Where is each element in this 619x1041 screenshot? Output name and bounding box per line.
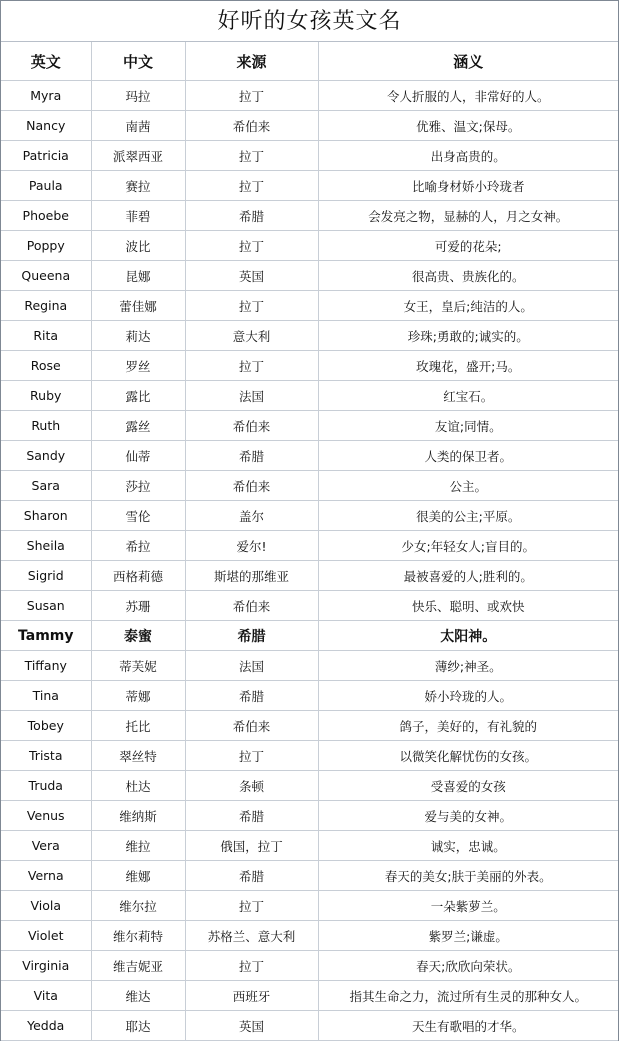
meaning-cell: 鸽子，美好的，有礼貌的 xyxy=(318,711,618,741)
table-row xyxy=(1,291,618,321)
table-row xyxy=(1,141,618,171)
names-table xyxy=(1,42,618,1041)
chinese-name-cell: 玛拉 xyxy=(91,81,185,111)
english-name-cell: Viola xyxy=(1,891,91,921)
english-name-cell: Phoebe xyxy=(1,201,91,231)
origin-cell: 拉丁 xyxy=(185,951,318,981)
english-name-cell: Ruby xyxy=(1,381,91,411)
table-row xyxy=(1,651,618,681)
origin-cell: 拉丁 xyxy=(185,291,318,321)
origin-cell: 希腊 xyxy=(185,441,318,471)
english-name-cell: Regina xyxy=(1,291,91,321)
meaning-cell: 天生有歌唱的才华。 xyxy=(318,1011,618,1041)
english-name-cell: Yedda xyxy=(1,1011,91,1041)
origin-cell: 拉丁 xyxy=(185,351,318,381)
meaning-cell: 指其生命之力，流过所有生灵的那种女人。 xyxy=(318,981,618,1011)
table-row xyxy=(1,531,618,561)
english-name-cell: Venus xyxy=(1,801,91,831)
meaning-cell: 友谊;同情。 xyxy=(318,411,618,441)
chinese-name-cell: 蒂芙妮 xyxy=(91,651,185,681)
origin-cell: 拉丁 xyxy=(185,741,318,771)
chinese-name-cell: 耶达 xyxy=(91,1011,185,1041)
meaning-cell: 令人折服的人，非常好的人。 xyxy=(318,81,618,111)
english-name-cell: Nancy xyxy=(1,111,91,141)
table-row xyxy=(1,591,618,621)
meaning-cell: 很美的公主;平原。 xyxy=(318,501,618,531)
chinese-name-cell: 杜达 xyxy=(91,771,185,801)
origin-cell: 希腊 xyxy=(185,621,318,651)
chinese-name-cell: 西格莉德 xyxy=(91,561,185,591)
origin-cell: 希腊 xyxy=(185,861,318,891)
origin-cell: 希腊 xyxy=(185,681,318,711)
meaning-cell: 人类的保卫者。 xyxy=(318,441,618,471)
origin-cell: 希伯来 xyxy=(185,591,318,621)
origin-cell: 希腊 xyxy=(185,201,318,231)
meaning-cell: 很高贵、贵族化的。 xyxy=(318,261,618,291)
header-chinese: 中文 xyxy=(91,42,185,81)
meaning-cell: 爱与美的女神。 xyxy=(318,801,618,831)
chinese-name-cell: 莎拉 xyxy=(91,471,185,501)
chinese-name-cell: 维吉妮亚 xyxy=(91,951,185,981)
table-row xyxy=(1,411,618,441)
chinese-name-cell: 蒂娜 xyxy=(91,681,185,711)
table-row xyxy=(1,441,618,471)
origin-cell: 斯堪的那维亚 xyxy=(185,561,318,591)
chinese-name-cell: 蕾佳娜 xyxy=(91,291,185,321)
origin-cell: 俄国，拉丁 xyxy=(185,831,318,861)
english-name-cell: Patricia xyxy=(1,141,91,171)
origin-cell: 英国 xyxy=(185,1011,318,1041)
chinese-name-cell: 波比 xyxy=(91,231,185,261)
chinese-name-cell: 维达 xyxy=(91,981,185,1011)
table-row xyxy=(1,741,618,771)
meaning-cell: 受喜爱的女孩 xyxy=(318,771,618,801)
table-row xyxy=(1,951,618,981)
table-row xyxy=(1,561,618,591)
chinese-name-cell: 维尔拉 xyxy=(91,891,185,921)
english-name-cell: Tiffany xyxy=(1,651,91,681)
english-name-cell: Vera xyxy=(1,831,91,861)
origin-cell: 盖尔 xyxy=(185,501,318,531)
english-name-cell: Poppy xyxy=(1,231,91,261)
meaning-cell: 太阳神。 xyxy=(318,621,618,651)
meaning-cell: 春天;欣欣向荣状。 xyxy=(318,951,618,981)
chinese-name-cell: 罗丝 xyxy=(91,351,185,381)
meaning-cell: 最被喜爱的人;胜利的。 xyxy=(318,561,618,591)
table-row xyxy=(1,921,618,951)
table-row xyxy=(1,831,618,861)
chinese-name-cell: 维纳斯 xyxy=(91,801,185,831)
meaning-cell: 一朵紫萝兰。 xyxy=(318,891,618,921)
table-row xyxy=(1,621,618,651)
meaning-cell: 会发亮之物，显赫的人，月之女神。 xyxy=(318,201,618,231)
english-name-cell: Tina xyxy=(1,681,91,711)
chinese-name-cell: 维尔莉特 xyxy=(91,921,185,951)
meaning-cell: 珍珠;勇敢的;诚实的。 xyxy=(318,321,618,351)
table-row xyxy=(1,801,618,831)
chinese-name-cell: 希拉 xyxy=(91,531,185,561)
table-row xyxy=(1,501,618,531)
meaning-cell: 快乐、聪明、或欢快 xyxy=(318,591,618,621)
origin-cell: 希伯来 xyxy=(185,471,318,501)
chinese-name-cell: 托比 xyxy=(91,711,185,741)
meaning-cell: 诚实，忠诚。 xyxy=(318,831,618,861)
english-name-cell: Sara xyxy=(1,471,91,501)
table-row xyxy=(1,351,618,381)
header-english: 英文 xyxy=(1,42,91,81)
page-title: 好听的女孩英文名 xyxy=(1,1,618,42)
table-row xyxy=(1,981,618,1011)
table-body xyxy=(1,81,618,1041)
table-row xyxy=(1,381,618,411)
origin-cell: 爱尔! xyxy=(185,531,318,561)
chinese-name-cell: 莉达 xyxy=(91,321,185,351)
table-row xyxy=(1,861,618,891)
english-name-cell: Paula xyxy=(1,171,91,201)
english-name-cell: Sheila xyxy=(1,531,91,561)
meaning-cell: 春天的美女;肤于美丽的外表。 xyxy=(318,861,618,891)
english-name-cell: Verna xyxy=(1,861,91,891)
chinese-name-cell: 赛拉 xyxy=(91,171,185,201)
chinese-name-cell: 菲碧 xyxy=(91,201,185,231)
origin-cell: 拉丁 xyxy=(185,81,318,111)
table-row xyxy=(1,711,618,741)
table-row xyxy=(1,111,618,141)
table-row xyxy=(1,171,618,201)
chinese-name-cell: 昆娜 xyxy=(91,261,185,291)
meaning-cell: 薄纱;神圣。 xyxy=(318,651,618,681)
chinese-name-cell: 雪伦 xyxy=(91,501,185,531)
english-name-cell: Virginia xyxy=(1,951,91,981)
meaning-cell: 以微笑化解忧伤的女孩。 xyxy=(318,741,618,771)
table-row xyxy=(1,261,618,291)
chinese-name-cell: 露丝 xyxy=(91,411,185,441)
chinese-name-cell: 苏珊 xyxy=(91,591,185,621)
origin-cell: 苏格兰、意大利 xyxy=(185,921,318,951)
meaning-cell: 比喻身材娇小玲珑者 xyxy=(318,171,618,201)
english-name-cell: Ruth xyxy=(1,411,91,441)
header-row xyxy=(1,42,618,81)
origin-cell: 意大利 xyxy=(185,321,318,351)
origin-cell: 希伯来 xyxy=(185,711,318,741)
english-name-cell: Susan xyxy=(1,591,91,621)
english-name-cell: Truda xyxy=(1,771,91,801)
table-row xyxy=(1,681,618,711)
english-name-cell: Myra xyxy=(1,81,91,111)
meaning-cell: 公主。 xyxy=(318,471,618,501)
table-row xyxy=(1,771,618,801)
meaning-cell: 优雅、温文;保母。 xyxy=(318,111,618,141)
chinese-name-cell: 翠丝特 xyxy=(91,741,185,771)
origin-cell: 拉丁 xyxy=(185,891,318,921)
meaning-cell: 紫罗兰;谦虚。 xyxy=(318,921,618,951)
origin-cell: 条顿 xyxy=(185,771,318,801)
origin-cell: 希伯来 xyxy=(185,411,318,441)
table-row xyxy=(1,81,618,111)
origin-cell: 拉丁 xyxy=(185,171,318,201)
origin-cell: 希伯来 xyxy=(185,111,318,141)
english-name-cell: Trista xyxy=(1,741,91,771)
table-row xyxy=(1,1011,618,1041)
table-row xyxy=(1,321,618,351)
meaning-cell: 可爱的花朵; xyxy=(318,231,618,261)
chinese-name-cell: 露比 xyxy=(91,381,185,411)
english-name-cell: Sandy xyxy=(1,441,91,471)
header-meaning: 涵义 xyxy=(318,42,618,81)
chinese-name-cell: 派翠西亚 xyxy=(91,141,185,171)
origin-cell: 英国 xyxy=(185,261,318,291)
origin-cell: 法国 xyxy=(185,651,318,681)
origin-cell: 西班牙 xyxy=(185,981,318,1011)
meaning-cell: 红宝石。 xyxy=(318,381,618,411)
chinese-name-cell: 南茜 xyxy=(91,111,185,141)
english-name-cell: Rita xyxy=(1,321,91,351)
chinese-name-cell: 维娜 xyxy=(91,861,185,891)
english-name-cell: Rose xyxy=(1,351,91,381)
header-origin: 来源 xyxy=(185,42,318,81)
english-name-cell: Sharon xyxy=(1,501,91,531)
chinese-name-cell: 仙蒂 xyxy=(91,441,185,471)
english-name-cell: Vita xyxy=(1,981,91,1011)
origin-cell: 拉丁 xyxy=(185,231,318,261)
english-name-cell: Sigrid xyxy=(1,561,91,591)
chinese-name-cell: 维拉 xyxy=(91,831,185,861)
english-name-cell: Tobey xyxy=(1,711,91,741)
english-name-cell: Violet xyxy=(1,921,91,951)
table-row xyxy=(1,471,618,501)
origin-cell: 希腊 xyxy=(185,801,318,831)
meaning-cell: 出身高贵的。 xyxy=(318,141,618,171)
origin-cell: 拉丁 xyxy=(185,141,318,171)
english-name-cell: Queena xyxy=(1,261,91,291)
english-name-cell: Tammy xyxy=(1,621,91,651)
meaning-cell: 玫瑰花，盛开;马。 xyxy=(318,351,618,381)
table-row xyxy=(1,891,618,921)
meaning-cell: 娇小玲珑的人。 xyxy=(318,681,618,711)
table-row xyxy=(1,201,618,231)
chinese-name-cell: 泰蜜 xyxy=(91,621,185,651)
origin-cell: 法国 xyxy=(185,381,318,411)
meaning-cell: 女王，皇后;纯洁的人。 xyxy=(318,291,618,321)
table-row xyxy=(1,231,618,261)
meaning-cell: 少女;年轻女人;盲目的。 xyxy=(318,531,618,561)
